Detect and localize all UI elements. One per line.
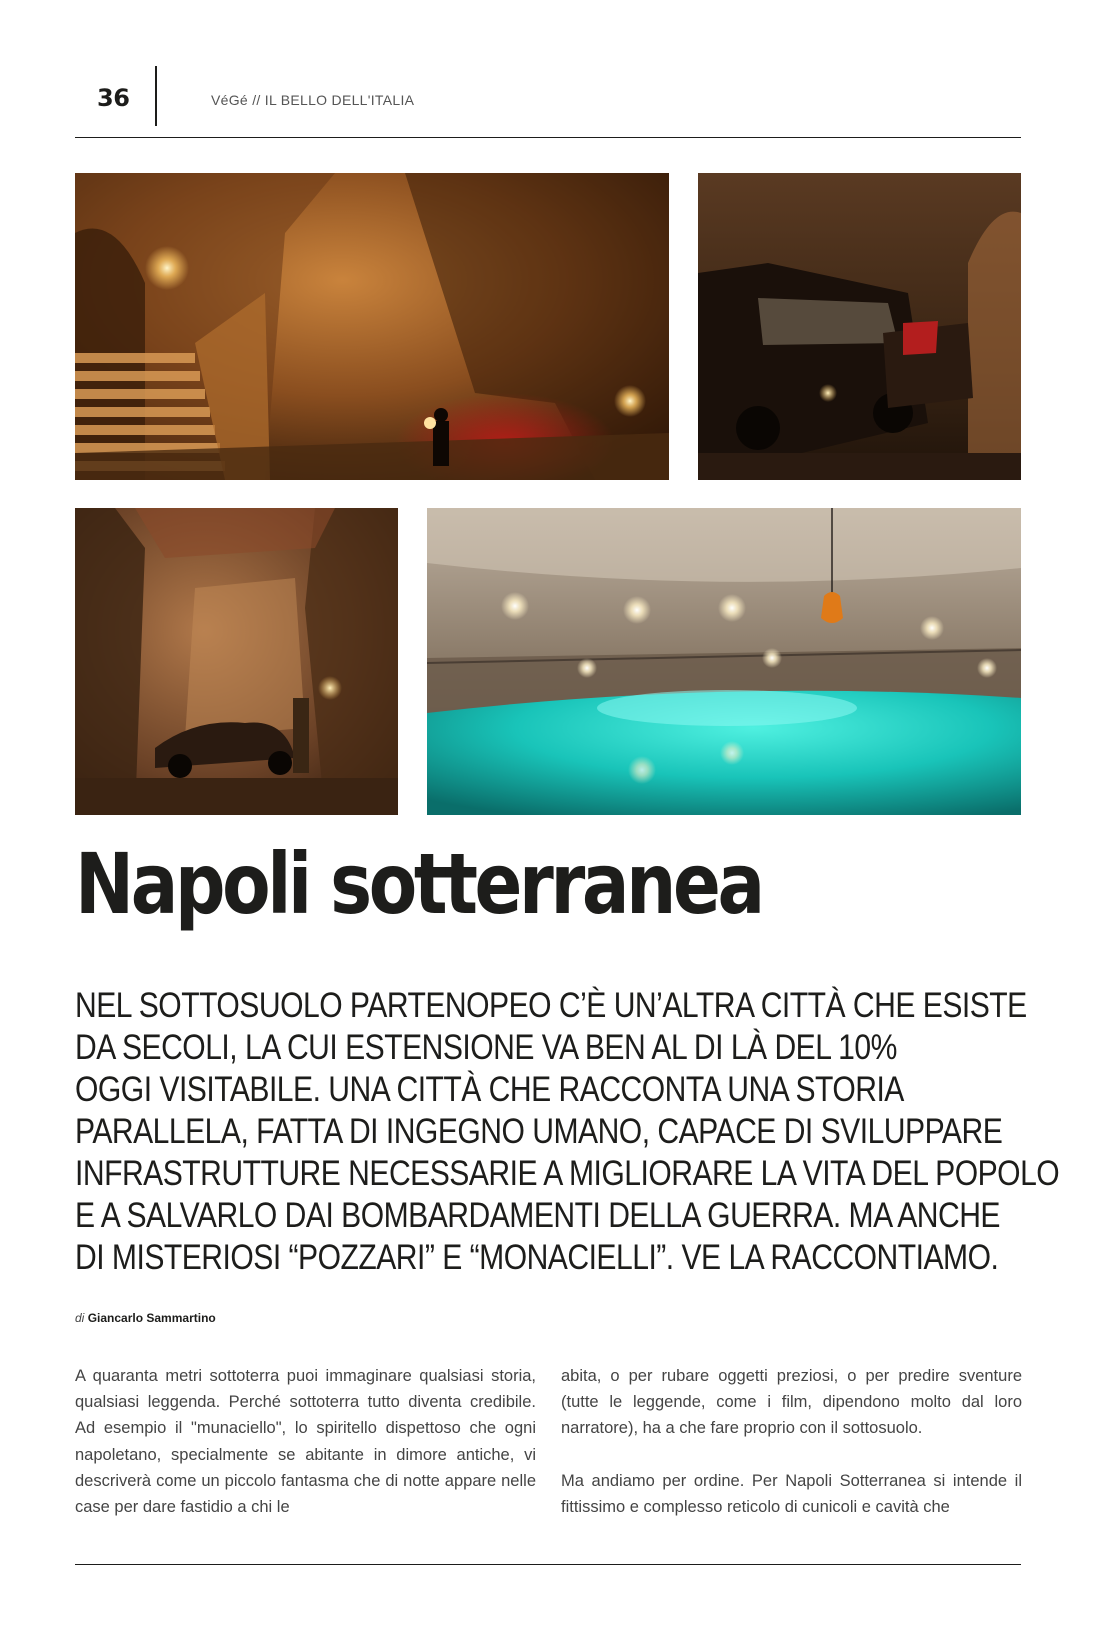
page-number: 36 [97,84,130,112]
subtitle-line: NEL SOTTOSUOLO PARTENOPEO C’È UN’ALTRA CITTÀ CHE ESISTE [75,986,1027,1025]
header-rule [75,137,1021,138]
subtitle-line: OGGI VISITABILE. UNA CITTÀ CHE RACCONTA UNA STORIA [75,1070,904,1109]
byline-author: Giancarlo Sammartino [87,1311,216,1325]
byline [75,1311,216,1325]
footer-rule [75,1564,1021,1565]
photo-cavern-staircase [75,173,669,480]
body-paragraph: Ma andiamo per ordine. Per Napoli Sotterranea si intende il fittissimo e complesso reticolo di cunicoli e cavità che [561,1471,1022,1516]
photo-tunnel-cars [698,173,1021,480]
subtitle-line: INFRASTRUTTURE NECESSARIE A MIGLIORARE LA VITA DEL POPOLO [75,1154,1060,1193]
article-subtitle [75,985,1060,1279]
body-paragraph: A quaranta metri sottoterra puoi immaginare qualsiasi storia, qualsiasi leggenda. Perché sottoterra tutto diventa credibile. Ad esempio il "munaciello", lo spiritello dispettoso che ogni napoletano, specialmente se abitante in dimore antiche, vi descriverà come un piccolo fantasma che di notte appare nelle case per dare fastidio a chi le [75,1367,536,1517]
photo-cavern-car [75,508,398,815]
byline-prefix: di [75,1311,85,1325]
subtitle-line: E A SALVARLO DAI BOMBARDAMENTI DELLA GUERRA. MA ANCHE [75,1196,1000,1235]
body-column-right [561,1363,1022,1546]
subtitle-line: DA SECOLI, LA CUI ESTENSIONE VA BEN AL DI LÀ DEL 10% [75,1028,897,1067]
subtitle-line: PARALLELA, FATTA DI INGEGNO UMANO, CAPACE DI SVILUPPARE [75,1112,1003,1151]
body-column-left [75,1363,536,1546]
subtitle-line: DI MISTERIOSI “POZZARI” E “MONACIELLI”. VE LA RACCONTIAMO. [75,1238,999,1277]
photo-underground-cistern [427,508,1021,815]
header-divider [155,66,157,126]
body-paragraph: abita, o per rubare oggetti preziosi, o per predire sventure (tutte le leggende, come i film, dipendono molto dal loro narratore), ha a che fare proprio con il sottosuolo. [561,1367,1022,1438]
running-head: VéGé // IL BELLO DELL'ITALIA [211,92,415,108]
article-title: Napoli sotterranea [75,835,762,933]
